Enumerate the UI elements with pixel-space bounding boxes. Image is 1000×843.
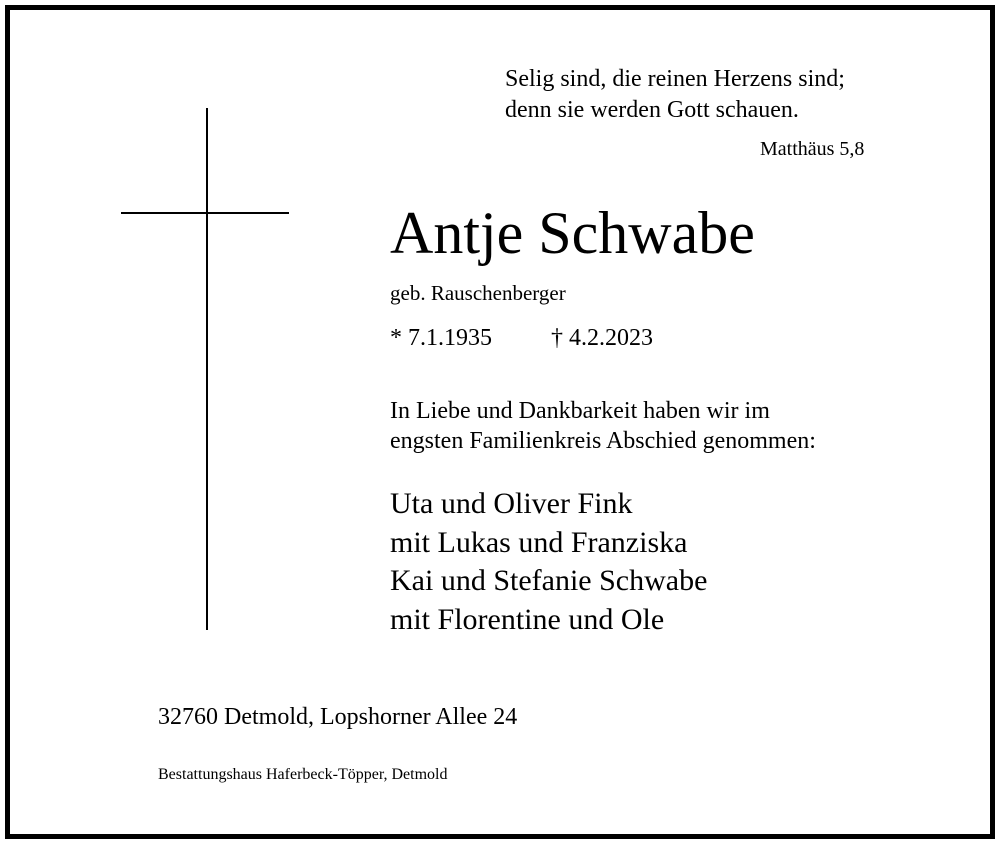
cross-horizontal-bar xyxy=(121,212,289,214)
birth-date: * 7.1.1935 xyxy=(390,325,492,351)
mourners-list xyxy=(390,485,707,639)
verse-reference: Matthäus 5,8 xyxy=(760,138,865,160)
verse-line-1: Selig sind, die reinen Herzens sind; xyxy=(505,66,845,92)
farewell-line-2: engsten Familienkreis Abschied genommen: xyxy=(390,428,816,454)
farewell-text xyxy=(390,396,816,456)
mourner-line: mit Lukas und Franziska xyxy=(390,525,688,559)
bible-verse xyxy=(505,64,845,126)
verse-line-2: denn sie werden Gott schauen. xyxy=(505,97,799,123)
mourner-line: Uta und Oliver Fink xyxy=(390,487,633,520)
mourner-line: Kai und Stefanie Schwabe xyxy=(390,564,708,597)
undertaker: Bestattungshaus Haferbeck-Töpper, Detmold xyxy=(158,766,448,783)
birth-name: geb. Rauschenberger xyxy=(390,281,566,305)
mourner-line: mit Florentine und Ole xyxy=(390,602,665,636)
death-date: † 4.2.2023 xyxy=(551,325,653,351)
deceased-name: Antje Schwabe xyxy=(390,200,755,266)
farewell-line-1: In Liebe und Dankbarkeit haben wir im xyxy=(390,398,770,424)
cross-vertical-bar xyxy=(206,108,208,630)
address: 32760 Detmold, Lopshorner Allee 24 xyxy=(158,704,518,730)
